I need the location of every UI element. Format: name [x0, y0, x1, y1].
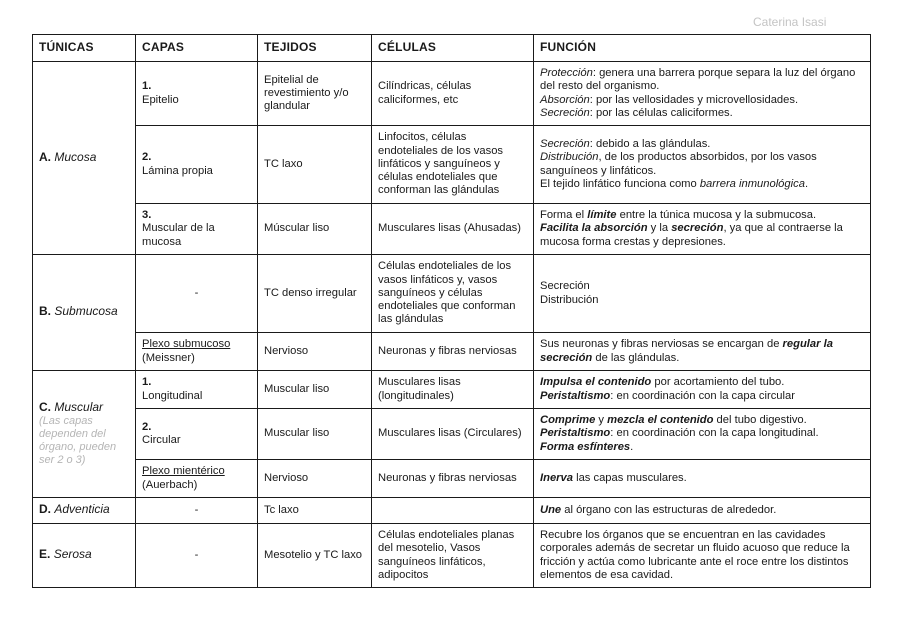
tejido-cell: TC laxo: [258, 126, 372, 204]
histology-table: [32, 34, 871, 588]
celulas-cell: Células endoteliales de los vasos linfáticos y, vasos sanguíneos y células endoteliales que conforman las glándulas: [372, 255, 534, 333]
table-row: [33, 126, 871, 204]
tejido-cell: Epitelial de revestimiento y/o glandular: [258, 62, 372, 126]
celulas-cell: Musculares lisas (Circulares): [372, 409, 534, 460]
table-row: [33, 371, 871, 409]
celulas-cell: Musculares lisas (Ahusadas): [372, 204, 534, 255]
table-row: [33, 62, 871, 126]
tunica-name: Submucosa: [54, 304, 118, 319]
capa-cell: 3.Muscular de la mucosa: [136, 204, 258, 255]
header-tunicas: TÚNICAS: [33, 35, 136, 62]
funcion-cell: Secreción Distribución: [534, 255, 871, 333]
capa-cell: -: [136, 524, 258, 588]
capa-cell: 1.Longitudinal: [136, 371, 258, 409]
author-name: Caterina Isasi: [753, 15, 827, 29]
funcion-cell: Comprime y mezcla el contenido del tubo digestivo. Peristaltismo: en coordinación con la capa longitudinal. Forma esfínteres.: [534, 409, 871, 460]
capa-cell: -: [136, 498, 258, 524]
table-row: [33, 524, 871, 588]
funcion-cell: Inerva las capas musculares.: [534, 460, 871, 498]
tunica-muscular: C. Muscular (Las capas dependen del órgano, pueden ser 2 o 3): [33, 371, 136, 498]
table-row: [33, 498, 871, 524]
funcion-cell: Recubre los órganos que se encuentran en las cavidades corporales además de secretar un fluido acuoso que reduce la fricción y actúa como lubricante ante el roce entre los distintos elementos de esa cavidad.: [534, 524, 871, 588]
funcion-cell: Secreción: debido a las glándulas. Distribución, de los productos absorbidos, por los vasos sanguíneos y linfáticos. El tejido linfático funciona como barrera inmunológica.: [534, 126, 871, 204]
capa-cell: 2.Lámina propia: [136, 126, 258, 204]
capa-cell: 1.Epitelio: [136, 62, 258, 126]
celulas-cell: Linfocitos, células endoteliales de los vasos linfáticos y sanguíneos y células endoteliales que conforman las glándulas: [372, 126, 534, 204]
capa-cell: 2.Circular: [136, 409, 258, 460]
tejido-cell: Mesotelio y TC laxo: [258, 524, 372, 588]
tunica-mucosa: A. Mucosa: [33, 62, 136, 255]
tunica-serosa: E. Serosa: [33, 524, 136, 588]
table-row: [33, 460, 871, 498]
tejido-cell: Muscular liso: [258, 409, 372, 460]
tejido-cell: Tc laxo: [258, 498, 372, 524]
tejido-cell: Nervioso: [258, 460, 372, 498]
celulas-cell: Musculares lisas (longitudinales): [372, 371, 534, 409]
header-row: [33, 35, 871, 62]
funcion-cell: Impulsa el contenido por acortamiento del tubo. Peristaltismo: en coordinación con la capa circular: [534, 371, 871, 409]
celulas-cell: Neuronas y fibras nerviosas: [372, 333, 534, 371]
capa-cell: -: [136, 255, 258, 333]
header-tejidos: TEJIDOS: [258, 35, 372, 62]
celulas-cell: Neuronas y fibras nerviosas: [372, 460, 534, 498]
header-funcion: FUNCIÓN: [534, 35, 871, 62]
header-celulas: CÉLULAS: [372, 35, 534, 62]
tunica-name: Muscular: [54, 399, 104, 414]
capa-cell: Plexo mientérico (Auerbach): [136, 460, 258, 498]
tunica-name: Mucosa: [54, 149, 97, 164]
table-row: [33, 255, 871, 333]
capa-cell: Plexo submucoso (Meissner): [136, 333, 258, 371]
funcion-cell: Sus neuronas y fibras nerviosas se encargan de regular la secreción de las glándulas.: [534, 333, 871, 371]
celulas-cell: Cilíndricas, células caliciformes, etc: [372, 62, 534, 126]
tejido-cell: TC denso irregular: [258, 255, 372, 333]
funcion-cell: Protección: genera una barrera porque separa la luz del órgano del resto del organismo. Absorción: por las vellosidades y microvellosidades. Secreción: por las células caliciformes.: [534, 62, 871, 126]
celulas-cell: Células endoteliales planas del mesotelio, Vasos sanguíneos linfáticos, adipocitos: [372, 524, 534, 588]
celulas-cell: [372, 498, 534, 524]
tejido-cell: Múscular liso: [258, 204, 372, 255]
table-row: [33, 333, 871, 371]
table-row: [33, 204, 871, 255]
tunica-name: Adventicia: [54, 502, 110, 517]
tejido-cell: Nervioso: [258, 333, 372, 371]
tunica-adventicia: D. Adventicia: [33, 498, 136, 524]
tejido-cell: Muscular liso: [258, 371, 372, 409]
table-row: [33, 409, 871, 460]
funcion-cell: Forma el límite entre la túnica mucosa y la submucosa. Facilita la absorción y la secreción, ya que al contraerse la mucosa forma crestas y depresiones.: [534, 204, 871, 255]
tunica-name: Serosa: [53, 547, 92, 562]
tunica-submucosa: B. Submucosa: [33, 255, 136, 371]
tunica-note: (Las capas dependen del órgano, pueden ser 2 o 3): [39, 415, 117, 467]
header-capas: CAPAS: [136, 35, 258, 62]
funcion-cell: Une al órgano con las estructuras de alrededor.: [534, 498, 871, 524]
